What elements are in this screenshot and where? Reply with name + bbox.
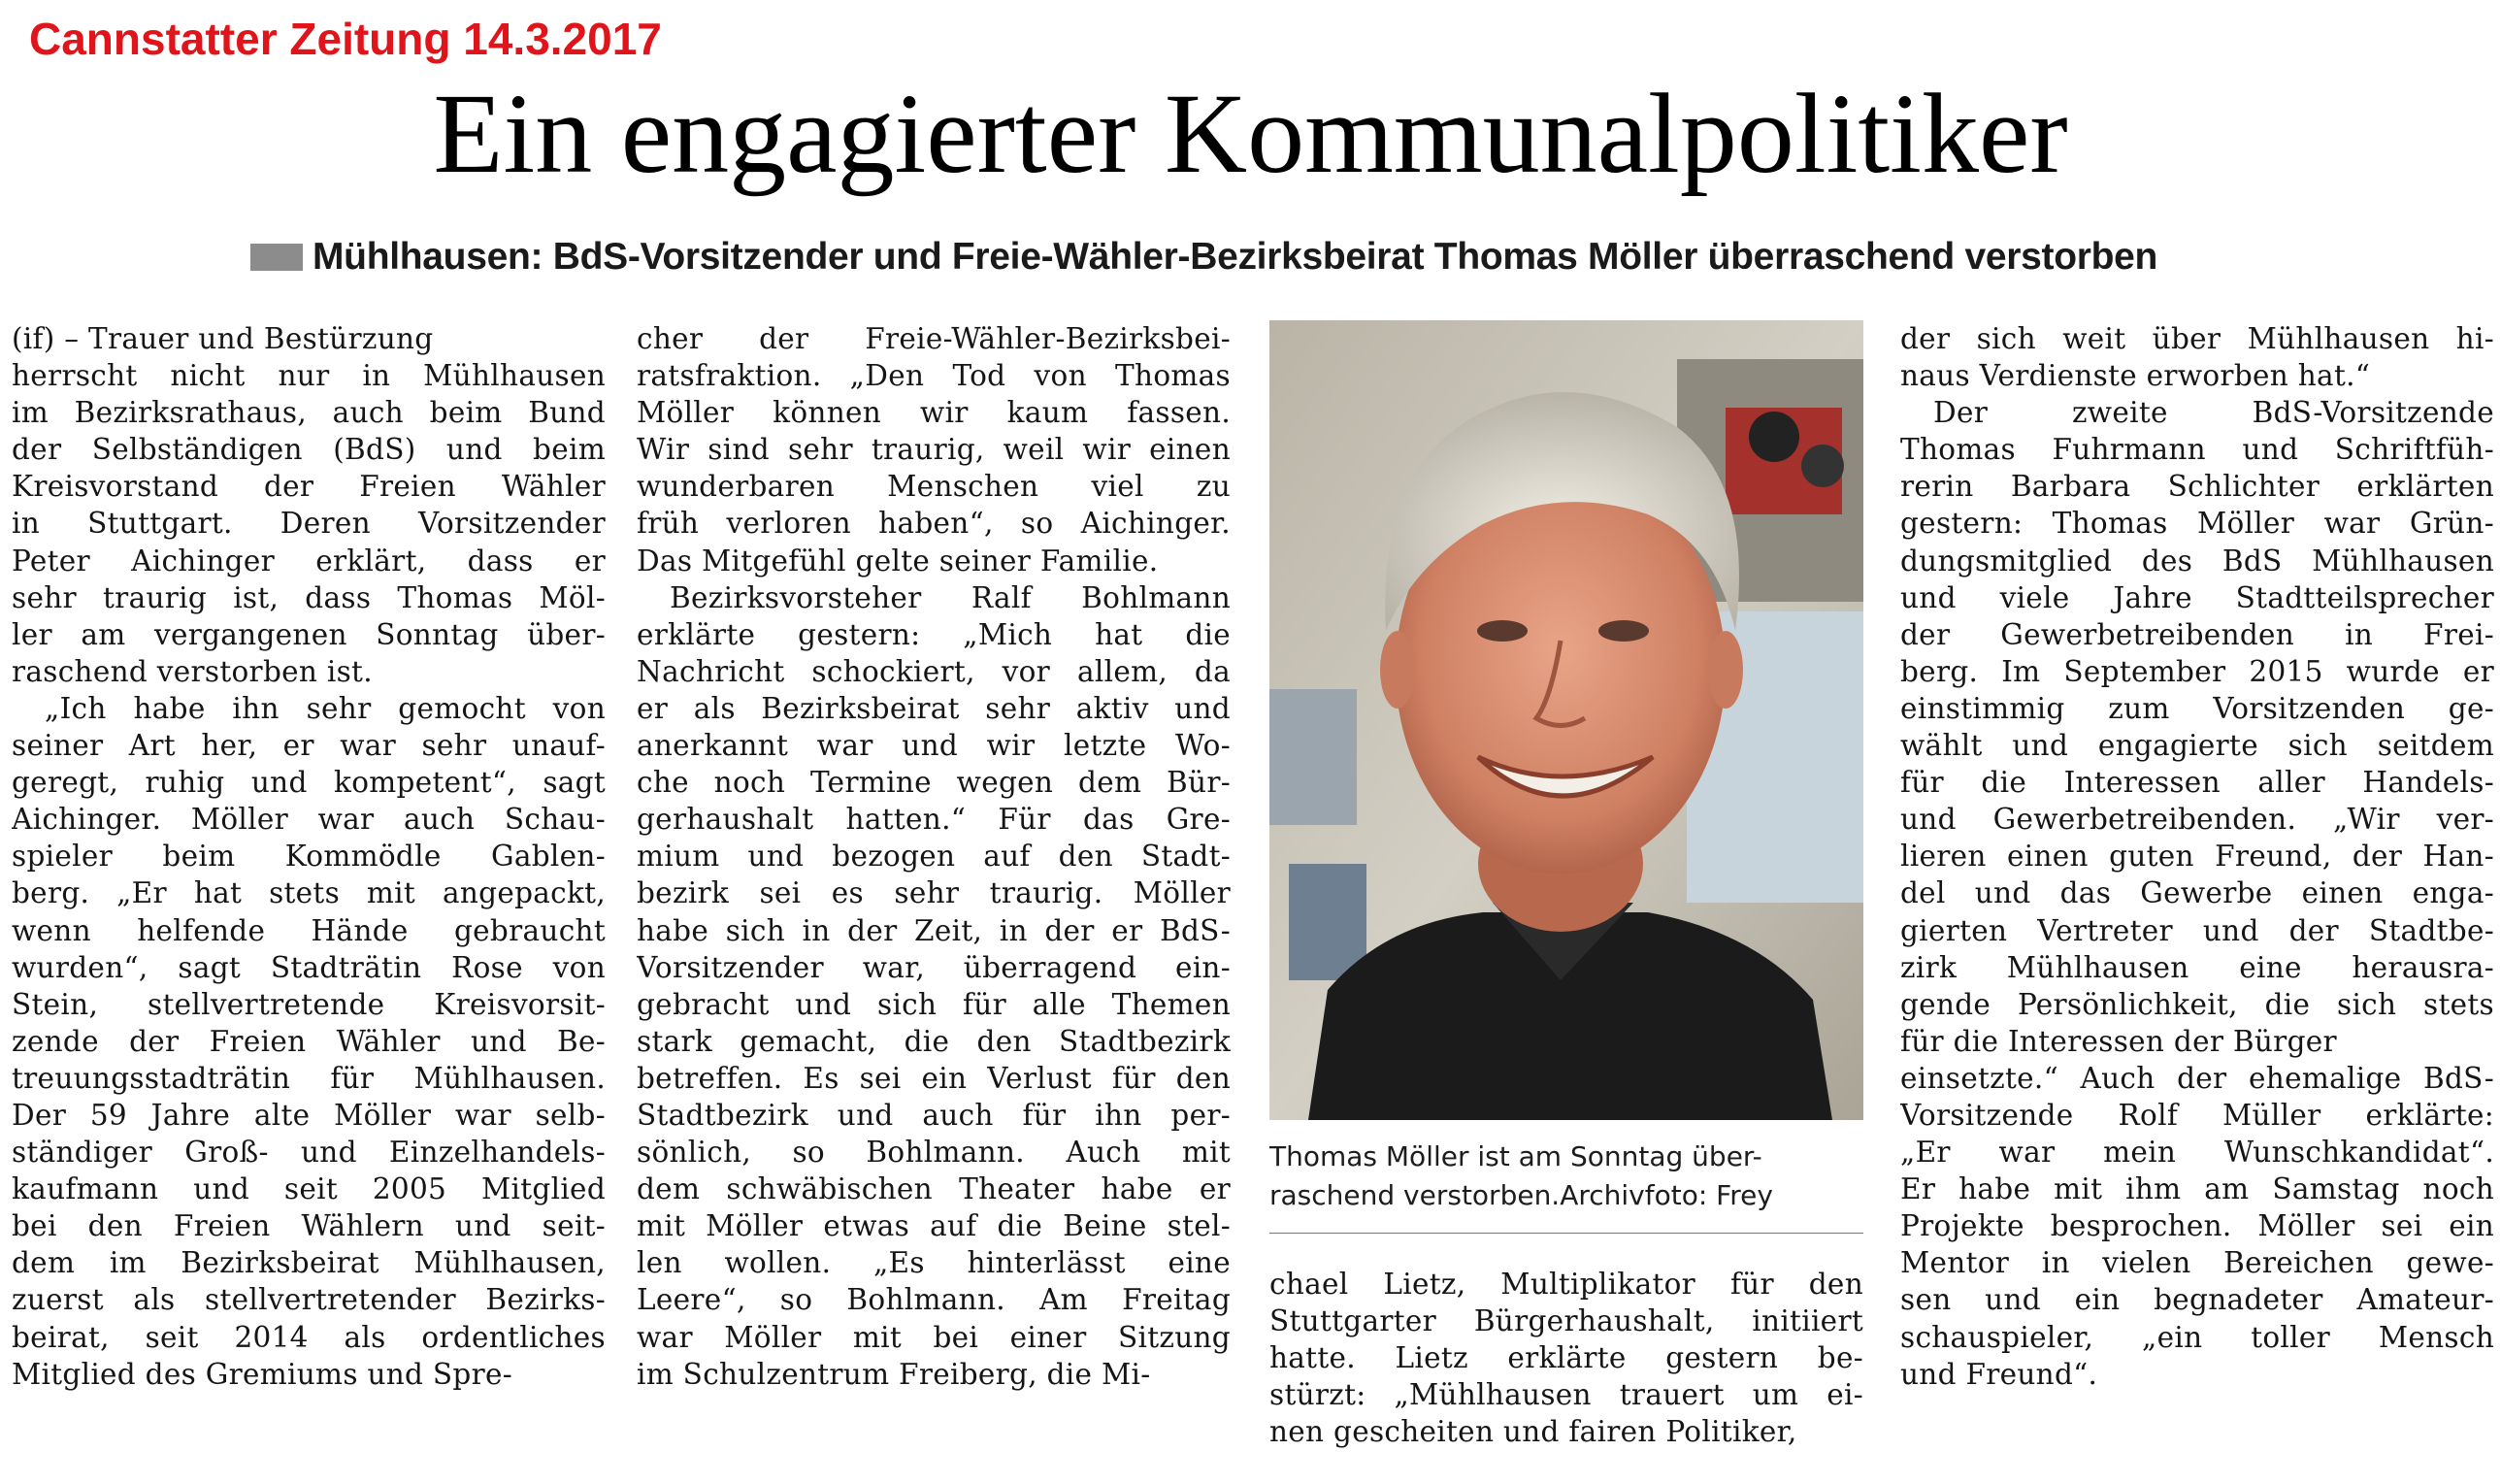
text-line: mium und bezogen auf den Stadt- [637, 840, 1231, 874]
text-line: gerhaushalt hatten.“ Für das Gre- [637, 803, 1231, 837]
text-line: habe sich in der Zeit, in der er BdS- [637, 913, 1231, 947]
text-line: der sich weit über Mühlhausen hi- [1900, 322, 2494, 355]
text-line: berg. „Er hat stets mit angepackt, [12, 876, 606, 910]
caption-line: Thomas Möller ist am Sonntag über- [1269, 1140, 1762, 1172]
text-line: Stuttgarter Bürgerhaushalt, initiiert [1269, 1304, 1863, 1338]
text-line: Stein, stellvertretende Kreisvorsit- [12, 987, 606, 1021]
text-line: mit Möller etwas auf die Beine stel- [637, 1209, 1231, 1243]
text-line: stürzt: „Mühlhausen trauert um ei- [1269, 1378, 1863, 1412]
text-line: und Freund“. [1900, 1357, 2098, 1391]
text-line: dungsmitglied des BdS Mühlhausen [1900, 544, 2494, 577]
text-line: der Gewerbetreibenden in Frei- [1900, 617, 2494, 651]
text-line: und viele Jahre Stadtteilsprecher [1900, 580, 2494, 614]
text-line: im Bezirksrathaus, auch beim Bund [12, 396, 606, 430]
article-column-1 [12, 320, 606, 1393]
text-line: Er habe mit ihm am Samstag noch [1900, 1172, 2494, 1206]
text-line: kaufmann und seit 2005 Mitglied [12, 1172, 606, 1206]
subline-bar [250, 244, 303, 271]
text-line: er als Bezirksbeirat sehr aktiv und [637, 691, 1231, 725]
text-line: Leere“, so Bohlmann. Am Freitag [637, 1283, 1231, 1317]
text-line: stark gemacht, die den Stadtbezirk [637, 1024, 1231, 1058]
text-line: bezirk sei es sehr traurig. Möller [637, 876, 1231, 910]
text-line: war Möller mit bei einer Sitzung [637, 1320, 1231, 1354]
text-line: im Schulzentrum Freiberg, die Mi- [637, 1357, 1151, 1391]
text-line: in Stuttgart. Deren Vorsitzender [12, 507, 606, 541]
text-line: betreffen. Es sei ein Verlust für den [637, 1061, 1231, 1095]
portrait-photo [1269, 320, 1863, 1120]
text-line: (if) – Trauer und Bestürzung [12, 322, 434, 355]
text-line: früh verloren haben“, so Aichinger. [637, 507, 1231, 541]
text-line: dem im Bezirksbeirat Mühlhausen, [12, 1246, 606, 1280]
text-line: „Er war mein Wunschkandidat“. [1900, 1136, 2494, 1170]
text-line: Kreisvorstand der Freien Wähler [12, 470, 606, 504]
text-line: gestern: Thomas Möller war Grün- [1900, 507, 2494, 541]
text-line: treuungsstadträtin für Mühlhausen. [12, 1061, 606, 1095]
article-column-4 [1900, 320, 2494, 1393]
text-line: wunderbaren Menschen viel zu [637, 470, 1231, 504]
text-line: für die Interessen der Bürger [1900, 1024, 2337, 1058]
text-line: gende Persönlichkeit, die sich stets [1900, 987, 2494, 1021]
text-line: Vorsitzender war, überragend ein- [637, 950, 1231, 984]
text-line: zuerst als stellvertretender Bezirks- [12, 1283, 606, 1317]
text-line: und Gewerbetreibenden. „Wir ver- [1900, 803, 2494, 837]
text-line: Bezirksvorsteher Ralf Bohlmann [670, 580, 1231, 614]
text-line: cher der Freie-Wähler-Bezirksbei- [637, 322, 1231, 355]
text-line: Stadtbezirk und auch für ihn per- [637, 1098, 1231, 1132]
text-line: seiner Art her, er war sehr unauf- [12, 729, 606, 763]
text-line: Nachricht schockiert, vor allem, da [637, 654, 1231, 688]
text-line: Peter Aichinger erklärt, dass er [12, 544, 606, 577]
text-line: einsetzte.“ Auch der ehemalige BdS- [1900, 1061, 2494, 1095]
text-line: raschend verstorben ist. [12, 654, 373, 688]
text-line: Der zweite BdS-Vorsitzende [1933, 396, 2494, 430]
text-line: Das Mitgefühl gelte seiner Familie. [637, 544, 1159, 577]
text-line: rerin Barbara Schlichter erklärten [1900, 470, 2494, 504]
text-line: spieler beim Kommödle Gablen- [12, 840, 606, 874]
article-column-3 [1269, 1266, 1863, 1450]
text-line: Projekte besprochen. Möller sei ein [1900, 1209, 2494, 1243]
subline-text: Mühlhausen: BdS-Vorsitzender und Freie-Wähler-Bezirksbeirat Thomas Möller überraschend verstorben [313, 236, 2158, 278]
text-line: chael Lietz, Multiplikator für den [1269, 1268, 1863, 1301]
text-line: anerkannt war und wir letzte Wo- [637, 729, 1231, 763]
text-line: Wir sind sehr traurig, weil wir einen [637, 433, 1231, 467]
text-line: beirat, seit 2014 als ordentliches [12, 1320, 606, 1354]
text-line: Der 59 Jahre alte Möller war selb- [12, 1098, 606, 1132]
text-line: zirk Mühlhausen eine herausra- [1900, 950, 2494, 984]
text-line: ler am vergangenen Sonntag über- [12, 617, 606, 651]
text-line: gebracht und sich für alle Themen [637, 987, 1231, 1021]
text-line: zende der Freien Wähler und Be- [12, 1024, 606, 1058]
text-line: ratsfraktion. „Den Tod von Thomas [637, 359, 1231, 393]
caption-divider [1269, 1233, 1863, 1234]
text-line: lieren einen guten Freund, der Han- [1900, 840, 2494, 874]
text-line: schauspieler, „ein toller Mensch [1900, 1320, 2494, 1354]
text-line: für die Interessen aller Handels- [1900, 766, 2494, 800]
text-line: nen gescheiten und fairen Politiker, [1269, 1415, 1797, 1449]
text-line: wählt und engagierte sich seitdem [1900, 729, 2494, 763]
text-line: wurden“, sagt Stadträtin Rose von [12, 950, 606, 984]
text-line: geregt, ruhig und kompetent“, sagt [12, 766, 606, 800]
text-line: einstimmig zum Vorsitzenden ge- [1900, 691, 2494, 725]
text-line: der Selbständigen (BdS) und beim [12, 433, 606, 467]
text-line: dem schwäbischen Theater habe er [637, 1172, 1231, 1206]
text-line: erklärte gestern: „Mich hat die [637, 617, 1231, 651]
text-line: bei den Freien Wählern und seit- [12, 1209, 606, 1243]
text-line: sönlich, so Bohlmann. Auch mit [637, 1136, 1231, 1170]
text-line: herrscht nicht nur in Mühlhausen [12, 359, 606, 393]
text-line: naus Verdienste erworben hat.“ [1900, 359, 2371, 393]
photo-caption [1269, 1138, 1871, 1215]
text-line: „Ich habe ihn sehr gemocht von [45, 691, 606, 725]
text-line: gierten Vertreter und der Stadtbe- [1900, 913, 2494, 947]
article-column-2 [637, 320, 1231, 1393]
text-line: Aichinger. Möller war auch Schau- [12, 803, 606, 837]
text-line: Möller können wir kaum fassen. [637, 396, 1231, 430]
text-line: sehr traurig ist, dass Thomas Möl- [12, 580, 606, 614]
caption-line: raschend verstorben.Archivfoto: Frey [1269, 1179, 1773, 1211]
text-line: berg. Im September 2015 wurde er [1900, 654, 2494, 688]
text-line: Thomas Fuhrmann und Schriftfüh- [1900, 433, 2494, 467]
headline: Ein engagierter Kommunalpolitiker [433, 70, 2068, 197]
text-line: sen und ein begnadeter Amateur- [1900, 1283, 2494, 1317]
text-line: hatte. Lietz erklärte gestern be- [1269, 1341, 1863, 1375]
text-line: Mitglied des Gremiums und Spre- [12, 1357, 513, 1391]
text-line: wenn helfende Hände gebraucht [12, 913, 606, 947]
subline [250, 229, 2157, 285]
text-line: len wollen. „Es hinterlässt eine [637, 1246, 1231, 1280]
text-line: ständiger Groß- und Einzelhandels- [12, 1136, 606, 1170]
text-line: Mentor in vielen Bereichen gewe- [1900, 1246, 2494, 1280]
text-line: del und das Gewerbe einen enga- [1900, 876, 2494, 910]
newspaper-source: Cannstatter Zeitung 14.3.2017 [29, 14, 662, 64]
text-line: Vorsitzende Rolf Müller erklärte: [1900, 1098, 2494, 1132]
text-line: che noch Termine wegen dem Bür- [637, 766, 1231, 800]
